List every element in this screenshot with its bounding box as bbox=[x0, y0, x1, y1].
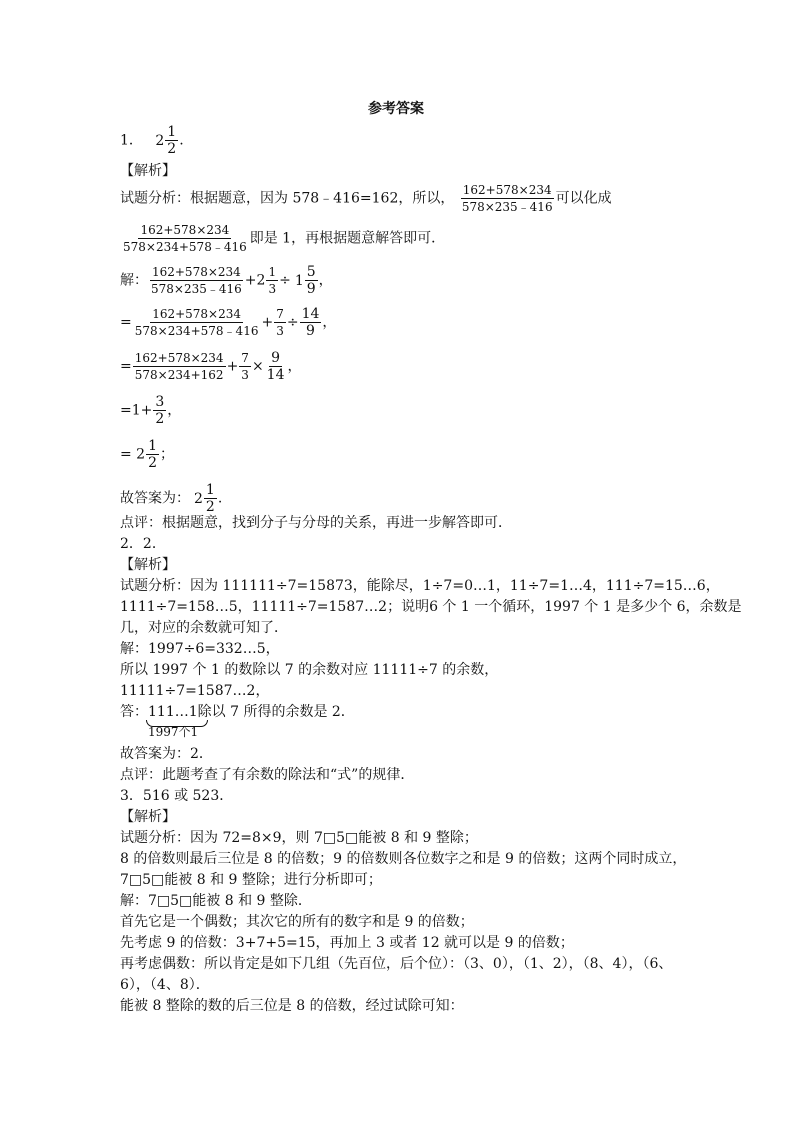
q1-fraction-b: $\frac{162+578\times 234}{578\times 234+578﹣416}$ bbox=[123, 223, 247, 254]
q1-step-5: = 2 $\frac{1}{2}$ ； bbox=[120, 438, 175, 471]
q1-analysis-tag: 【解析】 bbox=[120, 163, 176, 179]
q1-comment: 点评：根据题意，找到分子与分母的关系，再进一步解答即可． bbox=[120, 515, 512, 531]
q3-line-8: 6），（4、8）． bbox=[120, 977, 210, 993]
q2-answer: 答：111…1 1997个1 除以 7 所得的余数是 2． bbox=[120, 704, 355, 739]
q2-answer-summary: 故答案为：2． bbox=[120, 746, 213, 762]
q3-line-2: 8 的倍数则最后三位是 8 的倍数；9 的倍数则各位数字之和是 9 的倍数；这两个同时成立， bbox=[120, 851, 687, 867]
q3-line-5: 首先它是一个偶数；其次它的所有的数字和是 9 的倍数； bbox=[120, 914, 474, 930]
q2-comment: 点评：此题考查了有余数的除法和“式”的规律． bbox=[120, 767, 415, 783]
q1-step-3: = $\frac{162+578\times 234}{578\times 234+162}$ + $\frac{7}{3}$ × $\frac{9}{14}$ ， bbox=[120, 350, 302, 383]
q3-line-1: 试题分析：因为 72=8×9，则 7□5□能被 8 和 9 整除； bbox=[120, 830, 478, 846]
q1-answer-summary: 故答案为： 2 $\frac{1}{2}$ . bbox=[120, 482, 223, 515]
q2-line-5: 所以 1997 个 1 的数除以 7 的余数对应 11111÷7 的余数， bbox=[120, 662, 499, 678]
q1-analysis-line-b: $\frac{162+578\times 234}{578\times 234+578﹣416}$ 即是 1，再根据题意解答即可． bbox=[123, 223, 446, 254]
q1-fraction-a: $\frac{162+578\times 234}{578\times 235﹣416}$ bbox=[461, 183, 553, 214]
q2-line-2: 1111÷7=158…5，11111÷7=1587…2；说明6 个 1 一个循环，1997 个 1 是多少个 6，余数是 bbox=[120, 599, 742, 615]
q1-answer-line: 1． 2 $\frac{1}{2}$ . bbox=[120, 124, 184, 157]
q3-line-7: 再考虑偶数：所以肯定是如下几组（先百位，后个位）：（3、0），（1、2），（8、4），（6、 bbox=[120, 956, 673, 972]
q2-analysis-tag: 【解析】 bbox=[120, 557, 176, 573]
q3-answer-line: 3．516 或 523． bbox=[120, 788, 234, 804]
q3-line-3: 7□5□能被 8 和 9 整除；进行分析即可； bbox=[120, 872, 382, 888]
q3-analysis-tag: 【解析】 bbox=[120, 809, 176, 825]
q1-step-4: =1+ $\frac{3}{2}$ ， bbox=[120, 394, 182, 427]
q2-repunit: 111…1 1997个1 bbox=[148, 703, 198, 721]
q3-line-6: 先考虑 9 的倍数：3+7+5=15，再加上 3 或者 12 就可以是 9 的倍数； bbox=[120, 935, 574, 951]
q3-line-4: 解：7□5□能被 8 和 9 整除． bbox=[120, 893, 312, 909]
q2-line-4: 解：1997÷6=332…5， bbox=[120, 641, 280, 657]
q1-analysis-line-a: 试题分析：根据题意，因为 578﹣416=162，所以， $\frac{162+578\times 234}{578\times 235﹣416}$ 可以化成 bbox=[120, 183, 612, 214]
q3-line-9: 能被 8 整除的数的后三位是 8 的倍数，经过试除可知： bbox=[120, 998, 464, 1014]
page-title: 参考答案 bbox=[368, 101, 424, 117]
q2-line-1: 试题分析：因为 111111÷7=15873，能除尽，1÷7=0…1，11÷7=1…4，111÷7=15…6， bbox=[120, 578, 720, 594]
q1-step-1: 解： $\frac{162+578\times 234}{578\times 235﹣416}$ +2 $\frac{1}{3}$ ÷ 1 $\frac{5}{9}$ ， bbox=[120, 264, 333, 297]
q2-line-6: 11111÷7=1587…2， bbox=[120, 683, 270, 699]
q1-number: 1． bbox=[120, 132, 143, 149]
q1-answer-fraction: $\frac{1}{2}$ bbox=[167, 124, 177, 157]
q2-answer-line: 2．2． bbox=[120, 536, 166, 552]
q2-line-3: 几，对应的余数就可知了． bbox=[120, 620, 288, 636]
q1-step-2: = $\frac{162+578\times 234}{578\times 234+578﹣416}$ + $\frac{7}{3}$ ÷ $\frac{14}{9}$ ， bbox=[120, 306, 337, 339]
